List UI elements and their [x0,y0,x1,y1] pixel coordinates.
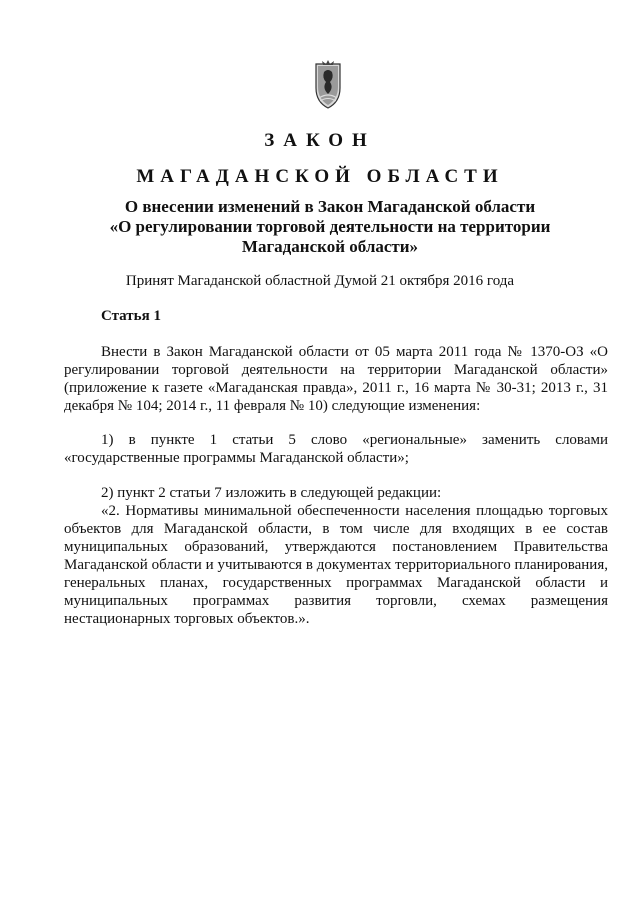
adoption-note: Принят Магаданской областной Думой 21 октября 2016 года [125,273,515,289]
paragraph: «2. Нормативы минимальной обеспеченности населения площадью торговых объектов для Магаданской области, в том числе для входящих в ее состав муниципальных образований, утверждаются постановлением Правительства Магаданской области и учитываются в документах территориального планирования, генеральных планах, государственных программах Магаданской области и муниципальных программах развития торговли, схемах размещения нестационарных торговых объектов.». [64,503,608,627]
subject-line: «О регулировании торговой деятельности на территории [109,217,551,236]
paragraph: 1) в пункте 1 статьи 5 слово «региональные» заменить словами «государственные программы Магаданской области»; [64,432,608,466]
subject-line: Магаданской области» [241,237,419,256]
region-title: МАГАДАНСКОЙ ОБЛАСТИ [136,166,504,187]
law-subject [80,197,580,257]
coat-of-arms-icon [308,58,348,110]
paragraph: 2) пункт 2 статьи 7 изложить в следующей редакции: [101,485,442,501]
article-heading: Статья 1 [101,308,161,324]
subject-line: О внесении изменений в Закон Магаданской области [124,197,536,216]
document-title: ЗАКОН [264,130,376,151]
paragraph: Внести в Закон Магаданской области от 05 марта 2011 года № 1370-ОЗ «О регулировании торговой деятельности на территории Магаданской области» (приложение к газете «Магаданская правда», 2011 г., 16 марта № 30-31; 2013 г., 31 декабря № 104; 2014 г., 11 февраля № 10) следующие изменения: [64,344,608,414]
